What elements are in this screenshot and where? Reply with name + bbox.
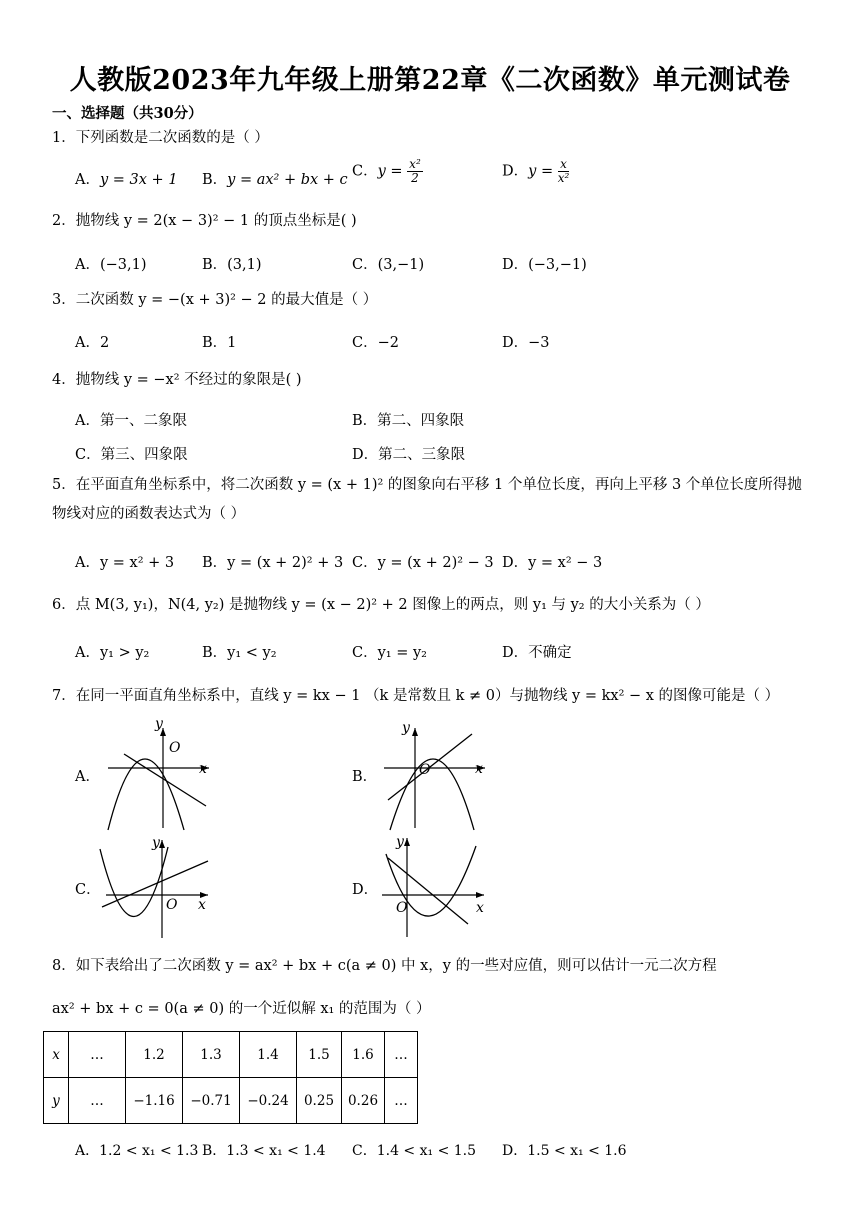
q1-c-fraction: $\frac{\text{x²}}{2}$ [409, 157, 421, 186]
table-cell: … [385, 1078, 418, 1124]
q8-option-a[interactable]: A．1.2 < x₁ < 1.3 [75, 1143, 199, 1159]
q4-option-c[interactable]: C．第三、四象限 [75, 447, 188, 463]
table-cell: … [385, 1032, 418, 1078]
q6-option-c[interactable]: C．y₁ = y₂ [352, 645, 427, 661]
y-axis-arrow [404, 838, 410, 846]
q6-option-d[interactable]: D．不确定 [502, 645, 572, 661]
question-4-stem: 4．抛物线 y = −x² 不经过的象限是( ) [52, 372, 302, 388]
y-label: y [152, 835, 160, 851]
q4-option-b[interactable]: B．第二、四象限 [352, 413, 465, 429]
question-5-stem: 5．在平面直角坐标系中，将二次函数 y = (x + 1)² 的图象向右平移 1 个单位长度，再向上平移 3 个单位长度所得抛物线对应的函数表达式为（ ） [52, 477, 802, 522]
q8-option-d[interactable]: D．1.5 < x₁ < 1.6 [502, 1143, 627, 1159]
table-cell: 1.5 [297, 1032, 342, 1078]
q1-option-a[interactable]: A．y = 3x + 1 [75, 172, 178, 188]
question-8-stem-line1: 8．如下表给出了二次函数 y = ax² + bx + c(a ≠ 0) 中 x，y 的一些对应值，则可以估计一元二次方程 [52, 958, 717, 974]
y-axis-arrow [412, 728, 418, 736]
q8-option-b[interactable]: B．1.3 < x₁ < 1.4 [202, 1143, 326, 1159]
q7-graph-b [372, 718, 502, 830]
x-label: x [475, 761, 483, 777]
q7-graph-a [96, 718, 226, 830]
x-label: x [199, 761, 207, 777]
line [102, 861, 208, 907]
question-1-stem: 1．下列函数是二次函数的是（ ） [52, 130, 269, 146]
q1-option-b[interactable]: B．y = ax² + bx + c [202, 172, 348, 188]
section-heading: 一、选择题（共30分） [52, 105, 203, 122]
q7-option-c[interactable]: C． [75, 882, 101, 898]
q6-option-a[interactable]: A．y₁ > y₂ [75, 645, 150, 661]
page-title: 人教版2023年九年级上册第22章《二次函数》单元测试卷 [69, 65, 791, 96]
origin-label: O [166, 897, 178, 913]
q3-option-c[interactable]: C．−2 [352, 335, 399, 351]
table-cell: −1.16 [126, 1078, 183, 1124]
table-cell: −0.71 [183, 1078, 240, 1124]
q5-option-c[interactable]: C．y = (x + 2)² − 3 [352, 555, 494, 571]
parabola [390, 759, 474, 830]
q2-option-d[interactable]: D．(−3,−1) [502, 257, 587, 273]
table-row-y [44, 1078, 418, 1124]
q2-option-c[interactable]: C．(3,−1) [352, 257, 425, 273]
y-label: y [155, 716, 163, 732]
question-7-stem: 7．在同一平面直角坐标系中，直线 y = kx − 1 （k 是常数且 k ≠ 0）与抛物线 y = kx² − x 的图像可能是（ ） [52, 688, 780, 704]
question-2-stem: 2．抛物线 y = 2(x − 3)² − 1 的顶点坐标是( ) [52, 213, 357, 229]
line [124, 754, 206, 806]
q1-d-fraction: $\frac{x}{\text{x²}}$ [557, 157, 570, 186]
q3-option-a[interactable]: A．2 [75, 335, 110, 351]
q2-option-b[interactable]: B．(3,1) [202, 257, 262, 273]
x-label: x [476, 900, 484, 916]
q4-option-d[interactable]: D．第二、三象限 [352, 447, 466, 463]
y-label: y [402, 720, 410, 736]
question-6-stem: 6．点 M(3, y₁)，N(4, y₂) 是抛物线 y = (x − 2)² + 2 图像上的两点，则 y₁ 与 y₂ 的大小关系为（ ） [52, 597, 710, 613]
q7-graph-d [372, 832, 502, 937]
table-cell: … [69, 1078, 126, 1124]
q7-graph-c [96, 835, 226, 940]
table-cell: 0.25 [297, 1078, 342, 1124]
x-label: x [198, 897, 206, 913]
q7-option-b[interactable]: B． [352, 769, 378, 785]
origin-label: O [169, 740, 181, 756]
q1-option-c[interactable]: C．y = $\frac{\text{x²}}{2}$ [352, 157, 421, 186]
table-row-x [44, 1032, 418, 1078]
table-cell: y [44, 1078, 69, 1124]
x-axis-arrow [476, 892, 484, 898]
y-label: y [396, 834, 404, 850]
table-cell: 0.26 [342, 1078, 385, 1124]
value-table [43, 1031, 418, 1124]
q6-option-b[interactable]: B．y₁ < y₂ [202, 645, 277, 661]
parabola [108, 759, 184, 830]
q2-option-a[interactable]: A．(−3,1) [75, 257, 147, 273]
q1-option-d[interactable]: D．y = $\frac{x}{\text{x²}}$ [502, 157, 570, 186]
question-3-stem: 3．二次函数 y = −(x + 3)² − 2 的最大值是（ ） [52, 292, 378, 308]
q7-option-a[interactable]: A． [75, 769, 100, 785]
table-cell: 1.6 [342, 1032, 385, 1078]
q7-option-d[interactable]: D． [352, 882, 379, 898]
parabola [100, 847, 168, 917]
q5-option-d[interactable]: D．y = x² − 3 [502, 555, 603, 571]
q4-option-a[interactable]: A．第一、二象限 [75, 413, 187, 429]
q3-option-d[interactable]: D．−3 [502, 335, 550, 351]
table-cell: −0.24 [240, 1078, 297, 1124]
question-8-stem-line2: ax² + bx + c = 0(a ≠ 0) 的一个近似解 x₁ 的范围为（ ） [52, 1001, 431, 1017]
q5-option-a[interactable]: A．y = x² + 3 [75, 555, 175, 571]
table-cell: … [69, 1032, 126, 1078]
table-cell: 1.4 [240, 1032, 297, 1078]
q3-option-b[interactable]: B．1 [202, 335, 237, 351]
q5-option-b[interactable]: B．y = (x + 2)² + 3 [202, 555, 344, 571]
q8-option-c[interactable]: C．1.4 < x₁ < 1.5 [352, 1143, 477, 1159]
origin-label: O [419, 762, 431, 778]
table-cell: x [44, 1032, 69, 1078]
table-cell: 1.3 [183, 1032, 240, 1078]
origin-label: O [396, 900, 408, 916]
table-cell: 1.2 [126, 1032, 183, 1078]
